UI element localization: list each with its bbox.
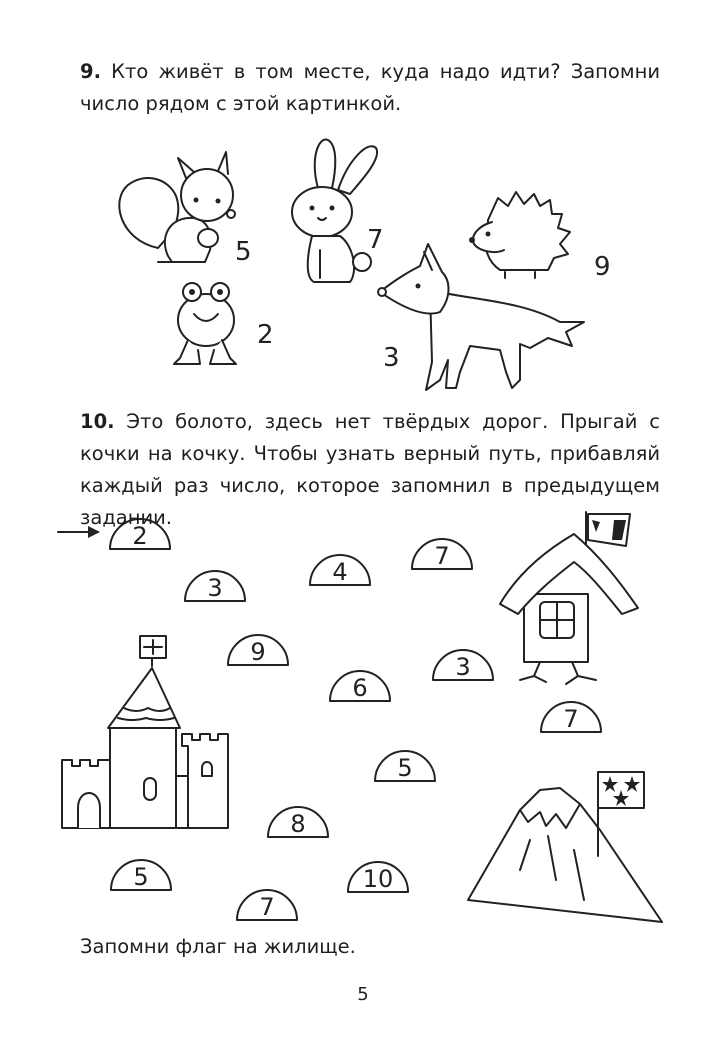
stone-number: 3 <box>207 574 223 602</box>
squirrel-number: 5 <box>235 237 252 267</box>
stone-number: 8 <box>290 810 306 838</box>
hedgehog-illustration <box>469 192 570 278</box>
stone-number: 5 <box>133 863 149 891</box>
rabbit-number: 7 <box>367 225 384 255</box>
stone-6 <box>433 650 493 681</box>
stone-number: 7 <box>259 893 275 921</box>
frog-illustration <box>174 283 236 364</box>
stone-3 <box>310 555 370 586</box>
task-10 <box>80 406 660 534</box>
wolf-number: 3 <box>383 343 400 373</box>
stone-number: 2 <box>132 522 148 550</box>
stone-number: 9 <box>250 638 266 666</box>
stone-5 <box>228 635 288 666</box>
footer-note: Запомни флаг на жилище. <box>80 935 356 958</box>
stone-number: 7 <box>434 542 450 570</box>
hedgehog-number: 9 <box>594 252 611 282</box>
stone-8 <box>541 702 601 733</box>
stone-4 <box>412 539 472 570</box>
rabbit-illustration <box>292 140 377 282</box>
stone-13 <box>237 890 297 921</box>
page-number: 5 <box>357 984 369 1005</box>
task-10-text: Это болото, здесь нет твёрдых дорог. Прыгай с кочки на кочку. Чтобы узнать верный путь, прибавляй каждый раз число, которое запомнил в предыдущем задании. <box>80 410 660 529</box>
stone-11 <box>111 860 171 891</box>
stone-9 <box>375 751 435 782</box>
stone-2 <box>185 571 245 602</box>
task-9-number: 9. <box>80 60 101 83</box>
hut-on-chicken-legs-illustration <box>500 512 638 684</box>
stone-number: 10 <box>362 865 394 893</box>
mountain-illustration <box>468 772 662 922</box>
task-10-number: 10. <box>80 410 115 433</box>
wolf-illustration <box>378 244 584 390</box>
stone-number: 7 <box>563 705 579 733</box>
castle-illustration <box>62 636 228 828</box>
stone-12 <box>348 862 408 893</box>
stone-7 <box>330 671 390 702</box>
frog-number: 2 <box>257 320 274 350</box>
stone-10 <box>268 807 328 838</box>
task-9-text: Кто живёт в том месте, куда надо идти? Запомни число рядом с этой картинкой. <box>80 60 660 115</box>
stone-number: 3 <box>455 653 471 681</box>
squirrel-illustration <box>119 152 235 262</box>
stone-number: 6 <box>352 674 368 702</box>
stone-number: 4 <box>332 558 348 586</box>
stone-number: 5 <box>397 754 413 782</box>
